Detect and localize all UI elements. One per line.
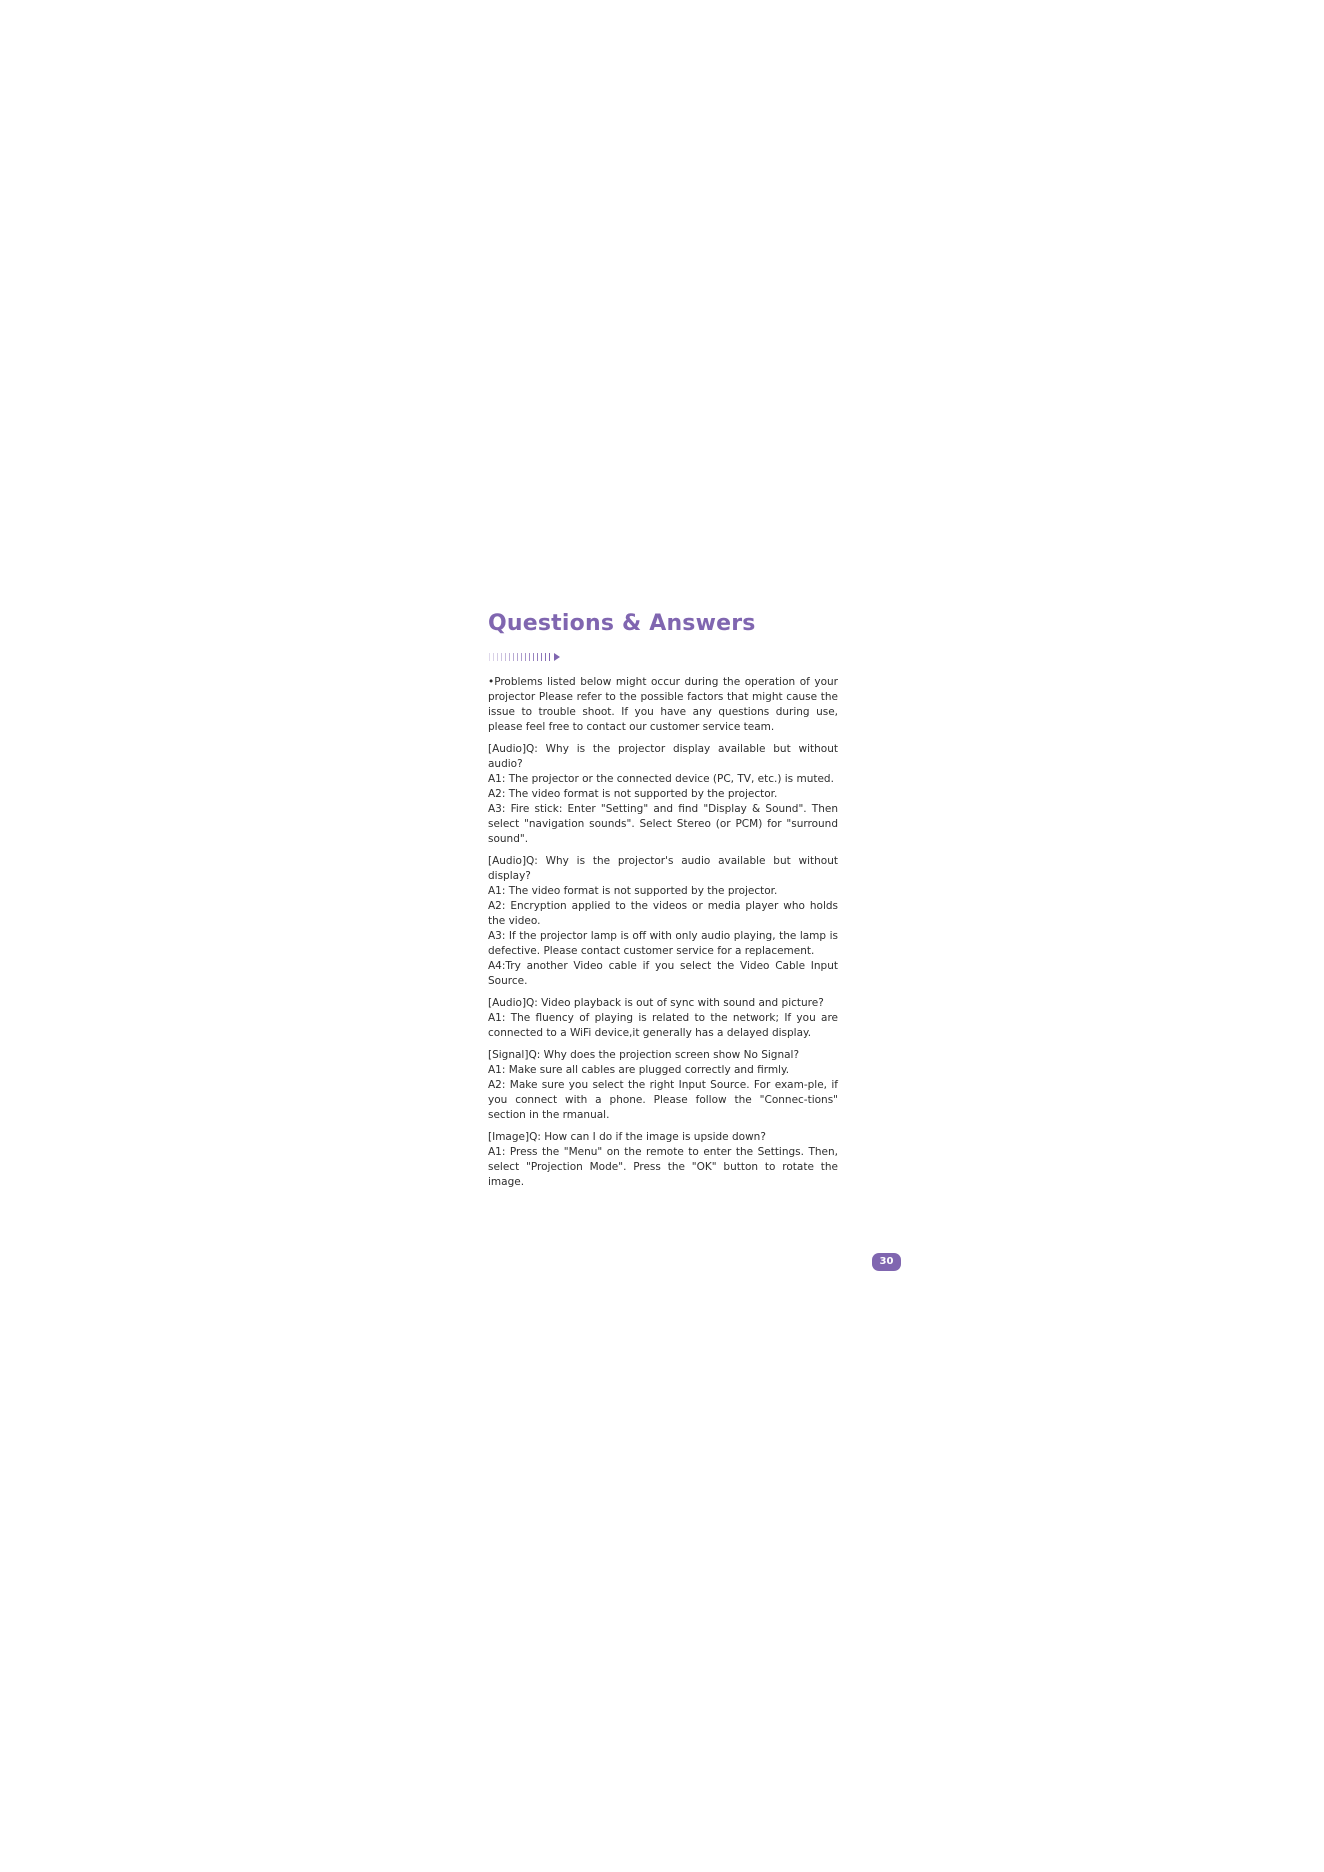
answer: A2: Make sure you select the right Input Source. For exam-ple, if you connect with a phone. Please follow the "Connec-tions" section in the rmanual. [488,1079,838,1121]
question: [Audio]Q: Why is the projector display available but without audio? [488,743,838,770]
qa-section-audio-sync [488,996,838,1041]
manual-page [488,608,838,1197]
answer: A3: Fire stick: Enter "Setting" and find "Display & Sound". Then select "navigation sounds". Select Stereo (or PCM) for "surround sound". [488,803,838,845]
qa-section-image [488,1130,838,1190]
divider-arrow-icon [554,653,560,661]
page-number-badge: 30 [872,1253,901,1271]
qa-section-audio-no-display [488,854,838,989]
qa-section-signal [488,1048,838,1123]
title-divider-arrow-icon [489,652,838,662]
divider-tick [501,653,502,661]
divider-tick [517,653,518,661]
answer: A1: Press the "Menu" on the remote to enter the Settings. Then, select "Projection Mode". Press the "OK" button to rotate the image. [488,1146,838,1188]
qa-section-audio-no-sound [488,742,838,847]
divider-tick [549,653,550,661]
intro-paragraph: •Problems listed below might occur during the operation of your projector Please refer to the possible factors that might cause the issue to trouble shoot. If you have any questions during use, please feel free to contact our customer service team. [488,676,838,733]
question: [Audio]Q: Video playback is out of sync with sound and picture? [488,997,824,1009]
answer: A3: If the projector lamp is off with only audio playing, the lamp is defective. Please contact customer service for a replacement. [488,930,838,957]
qa-body [488,675,838,1190]
answer: A1: Make sure all cables are plugged correctly and firmly. [488,1064,790,1076]
divider-tick [521,653,522,661]
divider-tick [489,653,490,661]
divider-tick [513,653,514,661]
divider-tick [497,653,498,661]
question: [Image]Q: How can I do if the image is upside down? [488,1131,766,1143]
answer: A1: The projector or the connected device (PC, TV, etc.) is muted. [488,773,834,785]
page-title: Questions & Answers [488,611,756,636]
divider-tick [541,653,542,661]
answer: A2: The video format is not supported by the projector. [488,788,778,800]
divider-tick [545,653,546,661]
answer: A2: Encryption applied to the videos or media player who holds the video. [488,900,838,927]
answer: A4:Try another Video cable if you select the Video Cable Input Source. [488,960,838,987]
divider-tick [533,653,534,661]
answer: A1: The video format is not supported by the projector. [488,885,778,897]
divider-tick [529,653,530,661]
question: [Audio]Q: Why is the projector's audio available but without display? [488,855,838,882]
divider-tick [525,653,526,661]
divider-tick [509,653,510,661]
divider-tick [537,653,538,661]
divider-tick [505,653,506,661]
divider-tick [493,653,494,661]
answer: A1: The fluency of playing is related to the network; If you are connected to a WiFi device,it generally has a delayed display. [488,1012,838,1039]
question: [Signal]Q: Why does the projection screen show No Signal? [488,1049,800,1061]
